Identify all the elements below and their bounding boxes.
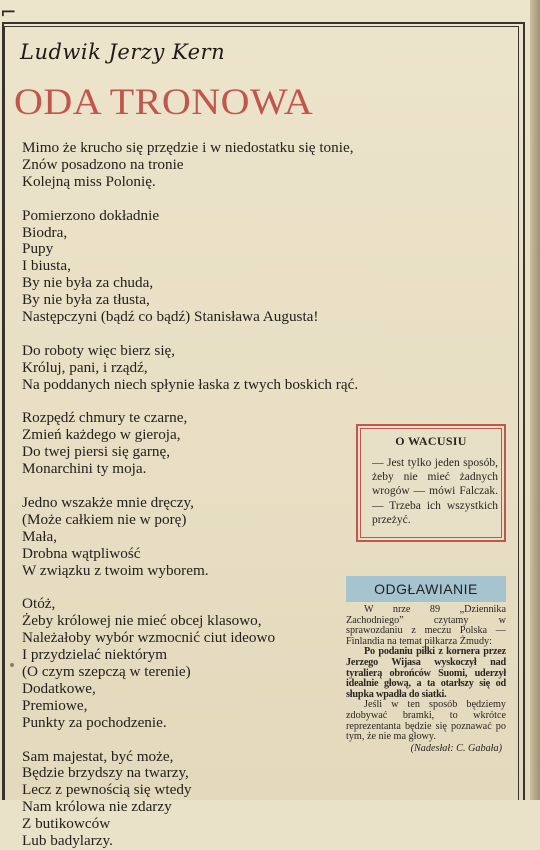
poem-line: (Może całkiem nie w porę) [22,510,187,528]
poem-line: Sam majestat, być może, [22,747,174,765]
page-edge [530,0,540,800]
poem-line: Będzie brzydszy na twarzy, [22,764,189,782]
stanza-gap [22,326,492,343]
poem-line: Pupy [22,240,54,258]
poem-line: Z butikowców [22,815,111,833]
poem-line: W związku z twoim wyborem. [22,561,209,579]
poem-line: Lub badylarzy. [22,832,113,850]
poem-line: Monarchini ty moja. [22,460,147,478]
poem-line: Dodatkowe, [22,679,96,697]
poem-line: Nam królowa nie zdarzy [22,798,172,816]
poem-line: Znów posadzono na tronie [22,155,184,173]
poem-line: Zmień każdego w gieroja, [22,426,181,444]
poem-line: Premiowe, [22,696,88,714]
box-heading: ODGŁAWIANIE [374,581,478,597]
poem-line: Rozpędź chmury te czarne, [22,409,188,427]
poem-title: ODA TRONOWA [14,80,314,123]
poem-line: I przydzielać niektórym [22,646,168,664]
stanza-gap [22,394,492,411]
poem-line: Żeby królowej nie mieć obcej klasowo, [22,612,262,630]
poem-line: Do twej piersi się garnę, [22,443,171,461]
poem-line: Należałoby wybór wzmocnić ciut ideowo [22,629,276,647]
poem-line: Mimo że kruchо się przędzie i w niedostatku się tonie, [22,139,354,156]
author-name: Ludwik Jerzy Kern [20,40,226,64]
sidebar-box-odglawianie-text [346,605,506,754]
quoted-paragraph: Po podaniu piłki z kornera przez Jerzego Wijasa wyskoczył nad tyralierą obrońców Suomi, uderzył idealnie głową, a ta otarłszy się od słupka wpadła do siatki. [346,646,506,700]
paragraph: W nrze 89 „Dziennika Zachodniego” czytamy w sprawozdaniu z meczu Polska — Finlandia na temat piłkarza Żmudy: [346,604,506,647]
poem-line: Kolejną miss Polonię. [22,172,156,190]
poem-line: Następczyni (bądź co bądź) Stanisława Augusta! [22,308,319,326]
poem-line: Biodra, [22,223,68,241]
poem-line: I biusta, [22,257,71,275]
corner-mark-icon: ⌐ [0,0,17,24]
sidebar-box-odglawianie-header [346,576,506,602]
poem-line: Lecz z pewnością się wtedy [22,781,192,799]
poem-line: Otóż, [22,595,56,613]
poem-line: Mała, [22,527,58,545]
print-speck [10,663,14,667]
poem-line: Pomierzono dokładnie [22,206,160,224]
signature: (Nadesłał: C. Gabała) [410,742,502,754]
box-heading: O WACUSIU [395,434,467,448]
poem-line: Na poddanych niech spłynie łaska z twych boskich rąć. [22,375,359,393]
poem-line: Drobna wątpliwość [22,544,141,562]
poem-line: (O czym szepczą w terenie) [22,663,191,681]
box-text: — Jest tylko jeden sposób, żeby nie mieć żadnych wrogów — mówi Falczak. — Trzeba ich wszystkich przeżyć. [372,457,498,526]
poem-line: By nie była za tłusta, [22,291,150,309]
poem-line: Punkty za pochodzenie. [22,713,167,731]
poem-line: Króluj, pani, i rządź, [22,358,148,376]
paragraph: Jeśli w ten sposób będziemy zdobywać bramki, to wkrótce reprezentanta będzie się poznawać po tym, że nie ma głowy. [346,699,506,743]
poem-line: By nie była za chuda, [22,274,154,292]
poem-line: Jedno wszakże mnie dręczy, [22,493,194,511]
sidebar-box-wacus [356,424,506,542]
stanza-gap [22,191,492,208]
poem-line: Do roboty więc bierz się, [22,341,176,359]
